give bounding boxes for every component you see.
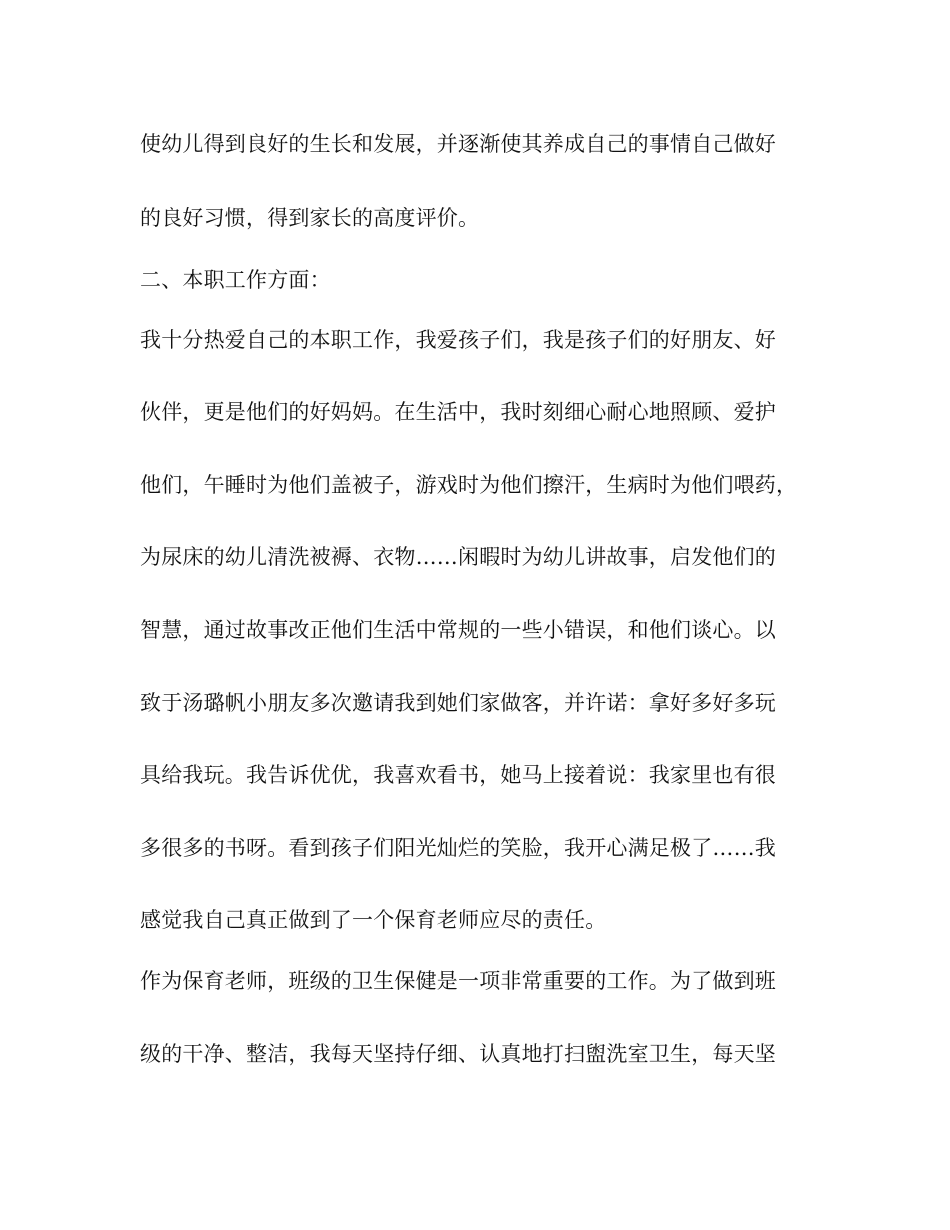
text-line: 级的干净、整洁，我每天坚持仔细、认真地打扫盥洗室卫生，每天坚 bbox=[140, 1042, 776, 1066]
text-line: 他们，午睡时为他们盖被子，游戏时为他们擦汗，生病时为他们喂药， bbox=[140, 473, 798, 497]
text-line: 作为保育老师，班级的卫生保健是一项非常重要的工作。为了做到班 bbox=[140, 969, 776, 993]
text-line: 伙伴，更是他们的好妈妈。在生活中，我时刻细心耐心地照顾、爱护 bbox=[140, 400, 776, 424]
text-line: 使幼儿得到良好的生长和发展，并逐渐使其养成自己的事情自己做好 bbox=[140, 132, 776, 156]
text-line: 多很多的书呀。看到孩子们阳光灿烂的笑脸，我开心满足极了……我 bbox=[140, 836, 776, 860]
text-line: 为尿床的幼儿清洗被褥、衣物……闲暇时为幼儿讲故事，启发他们的 bbox=[140, 545, 776, 569]
text-line: 感觉我自己真正做到了一个保育老师应尽的责任。 bbox=[140, 908, 607, 932]
text-line: 具给我玩。我告诉优优，我喜欢看书，她马上接着说：我家里也有很 bbox=[140, 763, 776, 787]
text-line: 我十分热爱自己的本职工作，我爱孩子们，我是孩子们的好朋友、好 bbox=[140, 328, 776, 352]
text-line: 致于汤璐帆小朋友多次邀请我到她们家做客，并许诺：拿好多好多玩 bbox=[140, 691, 776, 715]
section-heading: 二、本职工作方面： bbox=[140, 268, 331, 292]
text-line: 智慧，通过故事改正他们生活中常规的一些小错误，和他们谈心。以 bbox=[140, 618, 776, 642]
text-line: 的良好习惯，得到家长的高度评价。 bbox=[140, 206, 480, 230]
